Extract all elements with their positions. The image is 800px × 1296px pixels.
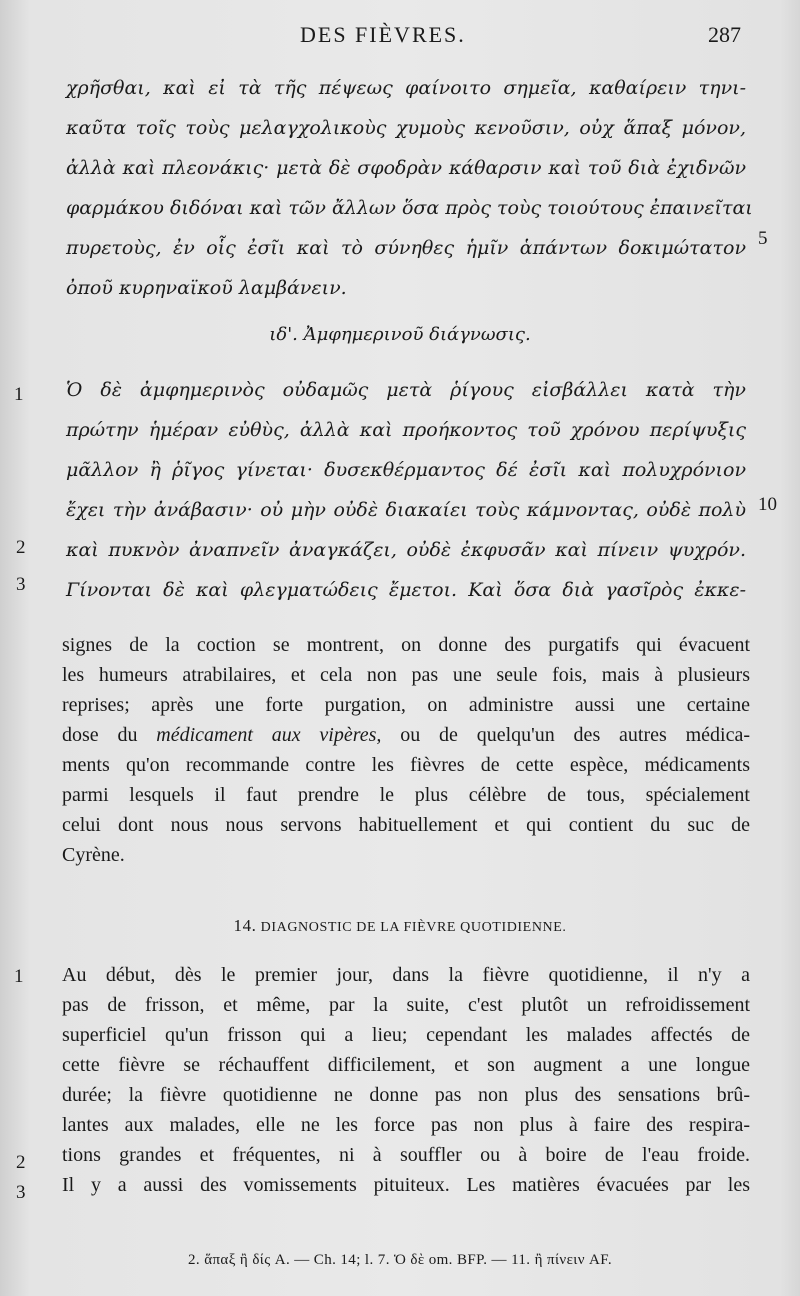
greek-line: καῦτα τοῖς τοὺς μελαγχολικοὺς χυμοὺς κενοῦσιν, οὐχ ἅπαξ μόνον, bbox=[66, 117, 746, 139]
french-line: Au début, dès le premier jour, dans la fièvre quotidienne, il n'y a bbox=[62, 964, 750, 986]
greek-section-heading: ιδ'. Ἀμφημερινοῦ διάγνωσις. bbox=[269, 324, 531, 345]
section-title: DIAGNOSTIC DE LA FIÈVRE QUOTIDIENNE. bbox=[260, 920, 567, 935]
greek-line: χρῆσθαι, καὶ εἰ τὰ τῆς πέψεως φαίνοιτο σημεῖα, καθαίρειν τηνι- bbox=[66, 77, 746, 99]
french-line bbox=[62, 720, 750, 750]
french-line: celui dont nous nous servons habituellement et qui contient du suc de bbox=[62, 814, 750, 836]
french-text: ou de quelqu'un des autres médica- bbox=[381, 724, 750, 746]
greek-line: πυρετοὺς, ἐν οἷς ἐσῖι καὶ τὸ σύνηθες ἡμῖν ἁπάντων δοκιμώτατον bbox=[66, 237, 746, 259]
line-number-5: 5 bbox=[758, 228, 768, 249]
french-line: cette fièvre se réchauffent difficilement, et son augment a une longue bbox=[62, 1054, 750, 1076]
french-line: parmi lesquels il faut prendre le plus célèbre de tous, spécialement bbox=[62, 784, 750, 806]
french-line: durée; la fièvre quotidienne ne donne pas non plus des sensations brû- bbox=[62, 1084, 750, 1106]
french-margin-number-3: 3 bbox=[16, 1182, 26, 1203]
french-line: pas de frisson, et même, par la suite, c'est plutôt un refroidissement bbox=[62, 994, 750, 1016]
french-line: tions grandes et fréquentes, ni à souffler ou à boire de l'eau froide. bbox=[62, 1144, 750, 1166]
greek-line: φαρμάκου διδόναι καὶ τῶν ἄλλων ὅσα πρὸς τοὺς τοιούτους ἐπαινεῖται bbox=[66, 197, 753, 219]
italic-term: médicament aux vipères, bbox=[156, 724, 382, 746]
greek-line: ἔχει τὴν ἀνάβασιν· οὐ μὴν οὐδὲ διακαίει τοὺς κάμνοντας, οὐδὲ πολὺ bbox=[66, 499, 746, 521]
french-margin-number-1: 1 bbox=[14, 966, 24, 987]
french-line: lantes aux malades, elle ne les force pas non plus à faire des respira- bbox=[62, 1114, 750, 1136]
greek-line: καὶ πυκνὸν ἀναπνεῖν ἀναγκάζει, οὐδὲ ἐκφυσᾶν καὶ πίνειν ψυχρόν. bbox=[66, 539, 746, 561]
greek-line: Γίνονται δὲ καὶ φλεγματώδεις ἔμετοι. Καὶ ὅσα διὰ γασῖρὸς ἐκκε- bbox=[66, 579, 746, 601]
section-number: 14. bbox=[233, 916, 257, 935]
french-line: Cyrène. bbox=[62, 844, 125, 866]
greek-line: μᾶλλον ἢ ῥῖγος γίνεται· δυσεκθέρμαντος δέ ἐσῖι καὶ πολυχρόνιον bbox=[66, 459, 746, 481]
greek-margin-number-3: 3 bbox=[16, 574, 26, 595]
french-margin-number-2: 2 bbox=[16, 1152, 26, 1173]
french-line: les humeurs atrabilaires, et cela non pas une seule fois, mais à plusieurs bbox=[62, 664, 750, 686]
page-number: 287 bbox=[708, 22, 741, 47]
page-header bbox=[0, 22, 800, 54]
greek-margin-number-2: 2 bbox=[16, 537, 26, 558]
greek-line: ὀποῦ κυρηναϊκοῦ λαμβάνειν. bbox=[66, 277, 347, 299]
french-line: signes de la coction se montrent, on donne des purgatifs qui évacuent bbox=[62, 634, 750, 656]
line-number-10: 10 bbox=[758, 494, 777, 515]
running-head: DES FIÈVRES. bbox=[300, 22, 466, 47]
greek-line: ἀλλὰ καὶ πλεονάκις· μετὰ δὲ σφοδρὰν κάθαρσιν καὶ τοῦ διὰ ἐχιδνῶν bbox=[66, 157, 746, 179]
greek-margin-number-1: 1 bbox=[14, 384, 24, 405]
french-section-heading bbox=[0, 916, 800, 936]
french-text: dose du bbox=[62, 724, 157, 746]
french-line: superficiel qu'un frisson qui a lieu; cependant les malades affectés de bbox=[62, 1024, 750, 1046]
french-line: ments qu'on recommande contre les fièvres de cette espèce, médicaments bbox=[62, 754, 750, 776]
french-line: Il y a aussi des vomissements pituiteux. Les matières évacuées par les bbox=[62, 1174, 750, 1196]
footnote: 2. ἅπαξ ἢ δίς A. — Ch. 14; l. 7. Ὁ δὲ om. BFP. — 11. ἢ πίνειν AF. bbox=[188, 1252, 612, 1268]
greek-line: Ὁ δὲ ἀμφημερινὸς οὐδαμῶς μετὰ ῥίγους εἰσβάλλει κατὰ τὴν bbox=[66, 379, 746, 401]
greek-line: πρώτην ἡμέραν εὐθὺς, ἀλλὰ καὶ προήκοντος τοῦ χρόνου περίψυξις bbox=[66, 419, 746, 441]
french-line: reprises; après une forte purgation, on administre aussi une certaine bbox=[62, 694, 750, 716]
